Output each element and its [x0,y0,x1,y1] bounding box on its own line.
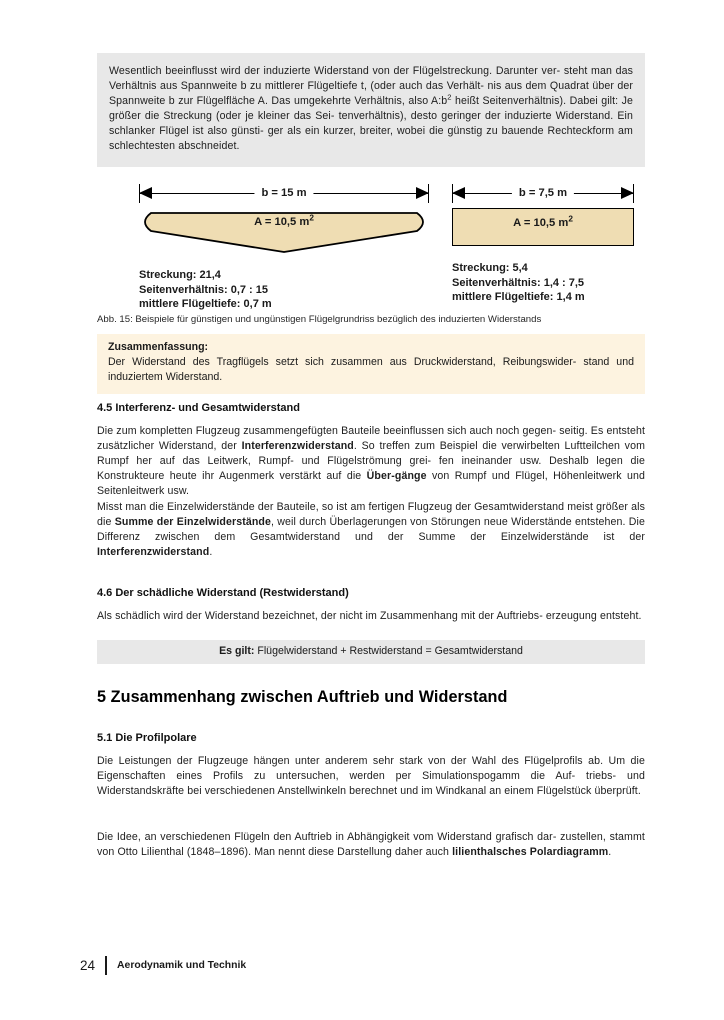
right-wing-area-label [453,214,633,229]
summary-title: Zusammenfassung: [108,341,209,353]
intro-line-6: ger als ein kurzer, breiter, wobei die günstig zu bauende Rechteckform am schlechtesten [109,125,633,153]
s45-p2-l2c: , weil durch Überlagerungen von Störungen [271,516,481,529]
summary-line-1: Der Widerstand des Tragflügels setzt sich zusammen aus Druckwiderstand, Reibungswider- [108,356,577,368]
intro-superscript: 2 [447,92,452,102]
s51-p2-l2: zustellen, stammt von Otto Lilienthal (1848–1896). Man nennt diese Darstellung daher auch [97,831,645,859]
page-footer [80,954,246,976]
left-stat-seitenverhaeltnis: Seitenverhältnis: 0,7 : 15 [139,283,268,296]
intro-paragraph [109,64,633,155]
s45-p1-l4a: fen ineinander usw. Deshalb legen die Konstrukteure heute ihr Augenmerk verstärkt auf die [97,455,645,483]
left-arrow-head-right-icon [416,187,429,199]
right-wing-stats [452,261,634,305]
s51-p1-l2: ab. Um die Eigenschaften eines Profils zu untersuchen, werden per Simulationspogamm die Auf- [97,755,645,783]
summary-box [97,334,645,394]
section-4-6-paragraph-1 [97,609,645,624]
intro-line-4a: also A:b [408,95,448,108]
s51-p1-l1: Die Leistungen der Flugzeuge hängen unter anderem sehr stark von der Wahl des Flügelprofils [97,755,583,767]
es-gilt-formula: Flügelwiderstand + Restwiderstand = Gesamtwiderstand [254,645,523,657]
s45-p2-l3: neue Widerstände entstehen. Die Differenz zwischen dem Gesamtwiderstand und der Summe [97,516,645,544]
section-4-5-paragraph-2 [97,500,645,560]
left-span-label: b = 15 m [254,184,313,202]
left-stat-fluegeltiefe: mittlere Flügeltiefe: 0,7 m [139,298,272,310]
section-4-6-heading: 4.6 Der schädliche Widerstand (Restwiderstand) [97,587,349,599]
section-5-1-paragraph-1 [97,754,645,799]
term-uebergaenge-part2: gänge [394,470,427,483]
s45-p1-l1: Die zum kompletten Flugzeug zusammengefügten Bauteile beeinflussen sich auch noch gegen- [97,425,557,437]
page-number: 24 [80,957,96,973]
figure-left-wing-group [139,184,429,312]
intro-line-1: Wesentlich beeinflusst wird der induzierte Widerstand von der Flügelstreckung. Darunter ver- [109,65,561,77]
figure-15 [97,184,645,312]
left-arrow-head-left-icon [139,187,152,199]
section-4-5-heading: 4.5 Interferenz- und Gesamtwiderstand [97,402,300,414]
intro-line-3: nis aus dem Quadrat über der Spannweite b zur Flügelfläche A. Das umgekehrte Verhältnis, [109,80,633,108]
intro-line-5: tenverhältnis), desto geringer der induzierte Widerstand. Ein schlanker Flügel ist also günsti- [109,110,633,138]
right-stat-streckung: Streckung: 5,4 [452,262,528,274]
left-stat-streckung: Streckung: 21,4 [139,269,221,281]
right-stat-seitenverhaeltnis: Seitenverhältnis: 1,4 : 7,5 [452,276,585,289]
intro-line-4b: heißt Seitenverhältnis). Dabei gilt: Je größer die Streckung (oder je kleiner das Sei- [109,95,633,123]
s45-p1-l2c: . So treffen zum Beispiel [353,440,478,453]
footer-title: Aerodynamik und Technik [117,959,247,971]
section-5-1-paragraph-2 [97,830,645,860]
right-area-text: A = 10,5 m [513,217,569,229]
intro-highlight-box [97,53,645,167]
right-stat-fluegeltiefe: mittlere Flügeltiefe: 1,4 m [452,291,585,303]
left-wing-shape-wrapper [139,208,429,258]
term-lilienthalsches-polardiagramm: lilienthalsches Polardiagramm [452,846,609,859]
tapered-wing-shape-icon [139,208,429,258]
term-interferenzwiderstand-2: Interferenzwiderstand [97,546,210,559]
s46-p1-l2: erzeugung entsteht. [545,610,642,622]
intro-line-7: abschneidet. [178,140,240,153]
term-uebergaenge-part1: Über- [366,470,395,483]
intro-line-2: steht man das Verhältnis aus Spannweite b zu mittlerer Flügeltiefe t, (oder auch das Verhält- [109,65,634,93]
s51-p2-l3b: . [608,846,612,859]
right-span-dimension [452,184,634,203]
left-area-superscript: 2 [309,213,314,223]
right-arrow-head-right-icon [621,187,634,199]
s45-p2-l1: Misst man die Einzelwiderstände der Bauteile, so ist am fertigen Flugzeug der Gesamtwiderstand [97,501,565,513]
right-arrow-head-left-icon [452,187,465,199]
term-summe-einzelwiderstaende: Summe der Einzelwiderstände [114,516,272,529]
right-area-superscript: 2 [568,214,573,224]
chapter-5-heading: 5 Zusammenhang zwischen Auftrieb und Widerstand [97,688,508,706]
s51-p2-l1: Die Idee, an verschiedenen Flügeln den Auftrieb in Abhängigkeit vom Widerstand grafisch dar- [97,831,557,843]
s45-p1-l5b: von Rumpf und Flügel, Höhenleitwerk und Seitenleitwerk usw. [97,470,645,498]
s51-p1-l3: triebs- und Widerstandskräfte bei verschiedenen Anstellwinkeln berechnet und im Windkanal an [97,770,645,798]
s46-p1-l1: Als schädlich wird der Widerstand bezeichnet, der nicht im Zusammenhang mit der Auftriebs- [97,610,543,622]
left-span-dimension [139,184,429,203]
s51-p1-l4: einem Flügelstück überprüft. [504,785,641,798]
s45-p2-l2a: meist größer als die [97,501,645,529]
s45-p2-l4c: . [209,546,213,559]
right-span-label: b = 7,5 m [512,184,574,202]
summary-body [108,355,634,385]
section-5-1-heading: 5.1 Die Profilpolare [97,732,197,744]
es-gilt-label: Es gilt: [219,645,255,657]
es-gilt-formula-strip [97,640,645,664]
left-wing-stats [139,268,429,312]
s45-p1-l3: die verwirbelten Luftteilchen vom Rumpf her auf das Leitwerk, Rumpf- und Flügelströmung grei- [97,440,646,468]
figure-caption: Abb. 15: Beispiele für günstigen und ungünstigen Flügelgrundriss bezüglich des induzierten Widerstands [97,314,542,325]
left-area-text: A = 10,5 m [254,216,310,228]
rectangular-wing-shape-icon [452,208,634,246]
s45-p1-l2a: seitig. Es entsteht zusätzlicher Widerstand, der [97,425,645,453]
term-interferenzwiderstand-1: Interferenzwiderstand [241,440,354,453]
figure-right-wing-group [452,184,634,305]
s45-p2-l4a: der Einzelwiderstände ist der [470,531,645,544]
summary-line-2: stand und induziertem Widerstand. [108,356,634,384]
section-4-5-paragraph-1 [97,424,645,499]
